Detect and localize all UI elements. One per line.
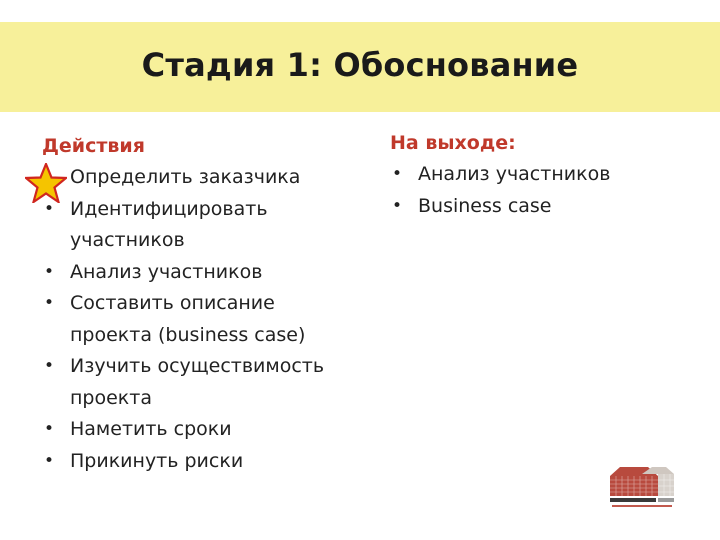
bullet-icon: • <box>43 198 55 219</box>
list-item <box>42 446 352 478</box>
actions-heading: Действия <box>42 135 145 157</box>
list-item <box>390 190 700 222</box>
actions-column <box>42 130 352 477</box>
list-item-text: Составить описание проекта (business case) <box>70 292 306 346</box>
bullet-icon: • <box>391 164 403 184</box>
output-column <box>390 128 700 222</box>
slide-title: Стадия 1: Обоснование <box>141 46 579 84</box>
company-logo <box>608 464 676 510</box>
list-item <box>42 288 352 351</box>
bullet-icon: • <box>43 293 55 313</box>
list-item-text: Изучить осуществимость проекта <box>70 355 325 409</box>
output-heading: На выходе: <box>390 132 516 154</box>
list-item <box>42 162 352 194</box>
list-item <box>390 158 700 190</box>
bullet-icon: • <box>391 196 403 216</box>
output-list <box>390 158 700 222</box>
list-item-text: Прикинуть риски <box>70 449 244 472</box>
bullet-icon: • <box>43 450 55 471</box>
bullet-icon: • <box>43 419 55 439</box>
bullet-icon: • <box>43 356 55 376</box>
list-item-text: Business case <box>418 195 552 217</box>
list-item-text: Идентифицировать участников <box>70 197 268 251</box>
list-item <box>42 194 352 257</box>
list-item-text: Анализ участников <box>418 163 611 185</box>
list-item-text: Анализ участников <box>70 260 263 283</box>
star-icon <box>25 163 67 203</box>
list-item <box>42 414 352 446</box>
bullet-icon: • <box>43 261 55 282</box>
list-item-text: Наметить сроки <box>70 418 232 440</box>
actions-list <box>42 162 352 477</box>
list-item <box>42 257 352 289</box>
list-item-text: Определить заказчика <box>70 166 301 188</box>
list-item <box>42 351 352 414</box>
